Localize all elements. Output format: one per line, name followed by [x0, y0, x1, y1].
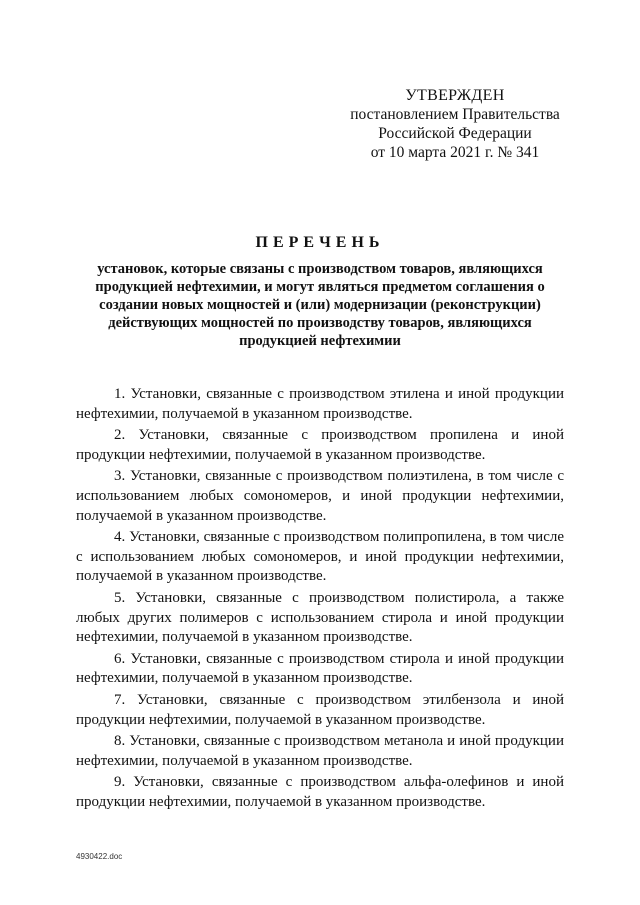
list-item: 7. Установки, связанные с производством этилбензола и иной продукции нефтехимии, получаемой в указанном производстве.: [76, 691, 564, 728]
list-item: 8. Установки, связанные с производством метанола и иной продукции нефтехимии, получаемой в указанном производстве.: [76, 733, 564, 769]
file-reference: 4930422.doc: [76, 852, 123, 861]
list-item: 6. Установки, связанные с производством стирола и иной продукции нефтехимии, получаемой в указанном производстве.: [76, 650, 564, 687]
approval-line-1: постановлением Правительства: [350, 106, 560, 123]
approval-heading: УТВЕРЖДЕН: [405, 87, 505, 104]
approval-block: [330, 86, 580, 162]
list-item: 3. Установки, связанные с производством полиэтилена, в том числе с использованием любых сомономеров, и иной продукции нефтехимии, получаемой в указанном производстве.: [76, 468, 564, 524]
approval-line-3: от 10 марта 2021 г. № 341: [370, 144, 540, 161]
list-item: 4. Установки, связанные с производством полипропилена, в том числе с использованием любых сомономеров, и иной продукции нефтехимии, получаемой в указанном производстве.: [76, 529, 564, 585]
list-item: 1. Установки, связанные с производством этилена и иной продукции нефтехимии, получаемой в указанном производстве.: [76, 386, 564, 422]
approval-line-2: Российской Федерации: [378, 125, 532, 142]
list-item: 5. Установки, связанные с производством полистирола, а также любых других полимеров с использованием стирола и иной продукции нефтехимии, получаемой в указанном производстве.: [76, 589, 564, 646]
document-title: ПЕРЕЧЕНЬ: [255, 234, 385, 251]
list-item: 9. Установки, связанные с производством альфа-олефинов и иной продукции нефтехимии, получаемой в указанном производстве.: [76, 774, 564, 810]
items-list: [76, 385, 564, 814]
list-item: 2. Установки, связанные с производством пропилена и иной продукции нефтехимии, получаемой в указанном производстве.: [76, 427, 564, 463]
document-subtitle: установок, которые связаны с производством товаров, являющихся продукцией нефтехимии, и могут являться предметом соглашения о создании новых мощностей и (или) модернизации (реконструкции) действующих мощностей по производству товаров, являющихся продукцией нефтехимии: [95, 261, 545, 349]
